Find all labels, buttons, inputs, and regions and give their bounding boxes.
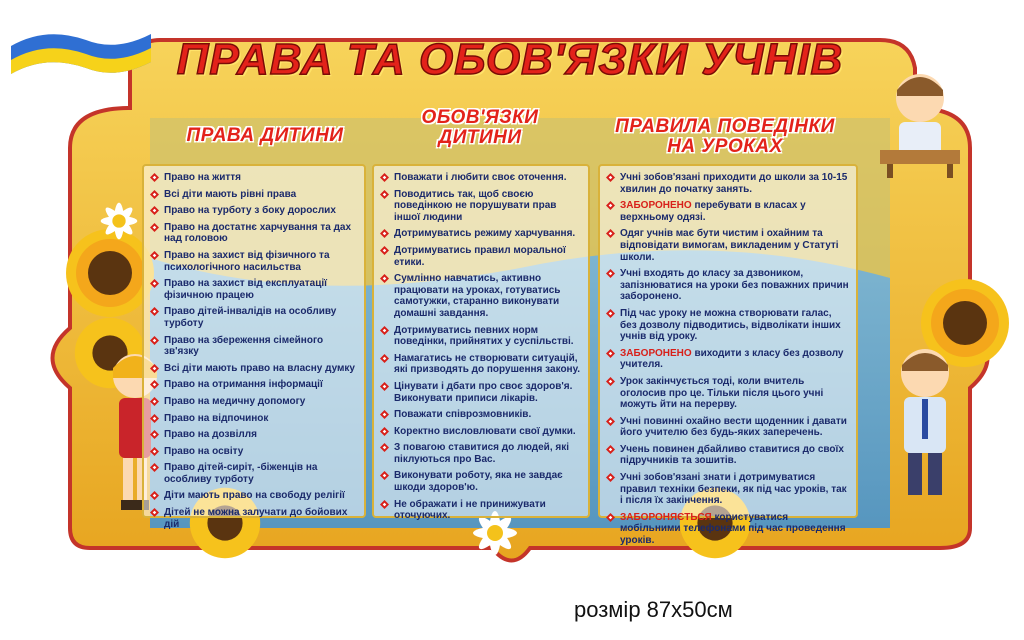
list-item-text: Виконувати роботу, яка не завдає шкоди здоров'ю. bbox=[394, 470, 563, 494]
list-item-text: Дотримуватись певних норм поведінки, прийнятих у суспільстві. bbox=[394, 324, 574, 348]
list-item-text: Право на освіту bbox=[164, 445, 244, 457]
diamond-bullet-icon bbox=[606, 377, 615, 386]
diamond-bullet-icon bbox=[150, 173, 159, 182]
list-item bbox=[380, 470, 582, 493]
list-item-text: Діти мають право на свободу релігії bbox=[164, 490, 345, 502]
list-item-text: Поводитись так, щоб своєю поведінкою не порушувати прав іншої людини bbox=[394, 188, 557, 223]
list-item bbox=[150, 462, 358, 485]
diamond-bullet-icon bbox=[150, 491, 159, 500]
list-item bbox=[150, 278, 358, 301]
diamond-bullet-icon bbox=[380, 173, 389, 182]
diamond-bullet-icon bbox=[150, 307, 159, 316]
rules-list bbox=[600, 166, 856, 547]
list-item-text: Учні зобов'язані знати і дотримуватися правил техніки безпеки, як під час уроків, так і після їх закінчення. bbox=[620, 472, 847, 507]
diamond-bullet-icon bbox=[606, 513, 615, 522]
list-item bbox=[150, 250, 358, 273]
list-item-text: Право на захист від фізичного та психологічного насильства bbox=[164, 249, 330, 273]
diamond-bullet-icon bbox=[380, 326, 389, 335]
list-item bbox=[380, 409, 582, 421]
diamond-bullet-icon bbox=[380, 443, 389, 452]
list-item bbox=[150, 507, 358, 530]
list-item-text: Всі діти мають рівні права bbox=[164, 188, 297, 200]
list-item bbox=[606, 268, 850, 303]
list-item bbox=[380, 426, 582, 438]
diamond-bullet-icon bbox=[606, 349, 615, 358]
list-item-text: Право на отримання інформації bbox=[164, 379, 323, 391]
diamond-bullet-icon bbox=[150, 508, 159, 517]
diamond-bullet-icon bbox=[606, 173, 615, 182]
list-item bbox=[606, 348, 850, 371]
diamond-bullet-icon bbox=[150, 364, 159, 373]
list-item-text: Учні входять до класу за дзвоником, запізнюватися на уроки без поважних причин заборонено. bbox=[620, 268, 849, 303]
list-item bbox=[150, 363, 358, 375]
list-item bbox=[380, 228, 582, 240]
diamond-bullet-icon bbox=[380, 274, 389, 283]
list-item bbox=[380, 172, 582, 184]
boy-illustration bbox=[890, 343, 960, 503]
list-item-text: Право на життя bbox=[164, 172, 242, 183]
diamond-bullet-icon bbox=[380, 382, 389, 391]
duties-panel bbox=[372, 164, 590, 522]
diamond-bullet-icon bbox=[380, 190, 389, 199]
list-item bbox=[150, 205, 358, 217]
list-item bbox=[606, 228, 850, 263]
list-item-text: Дітей не можна залучати до бойових дій bbox=[164, 507, 348, 530]
rules-panel bbox=[598, 164, 858, 547]
forbidden-label: ЗАБОРОНЯЄТЬСЯ bbox=[620, 511, 712, 523]
diamond-bullet-icon bbox=[606, 473, 615, 482]
diamond-bullet-icon bbox=[150, 414, 159, 423]
list-item bbox=[380, 442, 582, 465]
list-item-text: Поважати співрозмовників. bbox=[394, 409, 532, 421]
diamond-bullet-icon bbox=[150, 380, 159, 389]
list-item bbox=[150, 189, 358, 201]
list-item-text: Цінувати і дбати про своє здоров'я. Виконувати приписи лікарів. bbox=[394, 380, 573, 404]
list-item-text: Учні повинні охайно вести щоденник і давати його учителю без будь-яких заперечень. bbox=[620, 415, 847, 439]
list-item bbox=[606, 376, 850, 411]
list-item bbox=[606, 172, 850, 195]
list-item-text: користуватися мобільними телефонами під час проведення уроків. bbox=[620, 511, 846, 547]
list-item-text: Право на відпочинок bbox=[164, 412, 269, 424]
list-item-text: Дотримуватись режиму харчування. bbox=[394, 228, 576, 240]
list-item bbox=[150, 429, 358, 441]
list-item-text: Учень повинен дбайливо ставитися до своїх підручників та зошитів. bbox=[620, 443, 844, 467]
boy-at-desk-illustration bbox=[875, 68, 965, 178]
list-item bbox=[380, 353, 582, 376]
list-item bbox=[380, 245, 582, 268]
column-heading-rules-line1: ПРАВИЛА ПОВЕДІНКИ bbox=[615, 116, 835, 137]
list-item bbox=[150, 413, 358, 425]
list-item bbox=[606, 200, 850, 223]
diamond-bullet-icon bbox=[380, 354, 389, 363]
list-item bbox=[150, 172, 358, 184]
list-item bbox=[606, 416, 850, 439]
list-item bbox=[150, 396, 358, 408]
diamond-bullet-icon bbox=[380, 500, 389, 509]
list-item bbox=[380, 189, 582, 224]
diamond-bullet-icon bbox=[606, 445, 615, 454]
size-caption: розмір 87х50см bbox=[574, 597, 733, 622]
list-item-text: Право дітей-сиріт, -біженців на особливу турботу bbox=[164, 462, 318, 485]
list-item-text: Дотримуватись правил моральної етики. bbox=[394, 244, 566, 268]
column-heading-duties-line2: ДИТИНИ bbox=[438, 127, 522, 148]
list-item-text: Право дітей-інвалідів на особливу турботу bbox=[164, 306, 337, 329]
list-item bbox=[606, 472, 850, 507]
diamond-bullet-icon bbox=[380, 410, 389, 419]
list-item-text: Одяг учнів має бути чистим і охайним та відповідати вимогам, викладеним у Статуті школи. bbox=[620, 228, 839, 263]
rights-panel bbox=[142, 164, 366, 530]
diamond-bullet-icon bbox=[150, 223, 159, 232]
diamond-bullet-icon bbox=[380, 471, 389, 480]
diamond-bullet-icon bbox=[606, 269, 615, 278]
diamond-bullet-icon bbox=[150, 251, 159, 260]
list-item-text: Під час уроку не можна створювати галас, без дозволу підводитись, відволікати інших учнів від уроку. bbox=[620, 307, 841, 343]
list-item bbox=[606, 308, 850, 343]
list-item bbox=[606, 512, 850, 547]
diamond-bullet-icon bbox=[380, 246, 389, 255]
list-item-text: Право на турботу з боку дорослих bbox=[164, 205, 336, 217]
column-heading-duties bbox=[380, 108, 580, 148]
column-heading-rules bbox=[600, 117, 850, 157]
duties-list bbox=[374, 166, 588, 522]
list-item bbox=[150, 446, 358, 458]
diamond-bullet-icon bbox=[606, 201, 615, 210]
diamond-bullet-icon bbox=[150, 430, 159, 439]
list-item bbox=[150, 306, 358, 329]
list-item bbox=[380, 499, 582, 522]
diamond-bullet-icon bbox=[150, 190, 159, 199]
list-item bbox=[150, 490, 358, 502]
list-item-text: Не ображати і не принижувати оточуючих. bbox=[394, 498, 546, 522]
forbidden-label: ЗАБОРОНЕНО bbox=[620, 200, 692, 212]
column-heading-rights: ПРАВА ДИТИНИ bbox=[186, 125, 344, 146]
diamond-bullet-icon bbox=[150, 279, 159, 288]
diamond-bullet-icon bbox=[150, 397, 159, 406]
list-item-text: Намагатись не створювати ситуацій, які призводять до порушення закону. bbox=[394, 352, 581, 376]
list-item-text: З повагою ставитися до людей, які піклуються про Вас. bbox=[394, 442, 569, 465]
column-heading-rules-line2: НА УРОКАХ bbox=[667, 136, 783, 157]
rights-list bbox=[144, 166, 364, 530]
list-item bbox=[606, 444, 850, 467]
list-item-text: Право на дозвілля bbox=[164, 429, 257, 441]
diamond-bullet-icon bbox=[606, 309, 615, 318]
list-item-text: Коректно висловлювати свої думки. bbox=[394, 425, 576, 437]
list-item-text: Всі діти мають право на власну думку bbox=[164, 362, 355, 374]
daisy-icon bbox=[94, 196, 144, 246]
diamond-bullet-icon bbox=[150, 447, 159, 456]
diamond-bullet-icon bbox=[380, 229, 389, 238]
diamond-bullet-icon bbox=[380, 427, 389, 436]
diamond-bullet-icon bbox=[150, 463, 159, 472]
list-item-text: Поважати і любити своє оточення. bbox=[394, 172, 567, 183]
list-item bbox=[150, 379, 358, 391]
list-item-text: Сумлінно навчатись, активно працювати на уроках, готуватись самотужки, старанно виконувати домашні завдання. bbox=[394, 273, 561, 319]
diamond-bullet-icon bbox=[606, 417, 615, 426]
diamond-bullet-icon bbox=[150, 336, 159, 345]
list-item-text: Учні зобов'язані приходити до школи за 10-15 хвилин до початку занять. bbox=[620, 172, 848, 195]
forbidden-label: ЗАБОРОНЕНО bbox=[620, 347, 692, 359]
diamond-bullet-icon bbox=[606, 229, 615, 238]
ukrainian-flag-icon bbox=[6, 26, 156, 96]
list-item-text: Урок закінчується тоді, коли вчитель оголосив про це. Тільки після цього учні можуть йти на перерву. bbox=[620, 375, 824, 411]
list-item bbox=[380, 381, 582, 404]
list-item-text: Право на медичну допомогу bbox=[164, 395, 306, 407]
column-heading-duties-line1: ОБОВ'ЯЗКИ bbox=[421, 107, 539, 128]
list-item-text: Право на захист від експлуатації фізичною працею bbox=[164, 278, 327, 301]
list-item-text: перебувати в класах у верхньому одязі. bbox=[620, 200, 806, 223]
list-item bbox=[150, 335, 358, 358]
list-item-text: Право на збереження сімейного зв'язку bbox=[164, 334, 324, 358]
list-item-text: Право на достатнє харчування та дах над головою bbox=[164, 221, 352, 245]
list-item bbox=[380, 273, 582, 319]
diamond-bullet-icon bbox=[150, 206, 159, 215]
list-item bbox=[150, 222, 358, 245]
list-item-text: виходити з класу без дозволу учителя. bbox=[620, 347, 844, 371]
list-item bbox=[380, 325, 582, 348]
poster-title: ПРАВА ТА ОБОВ'ЯЗКИ УЧНІВ bbox=[176, 35, 844, 84]
